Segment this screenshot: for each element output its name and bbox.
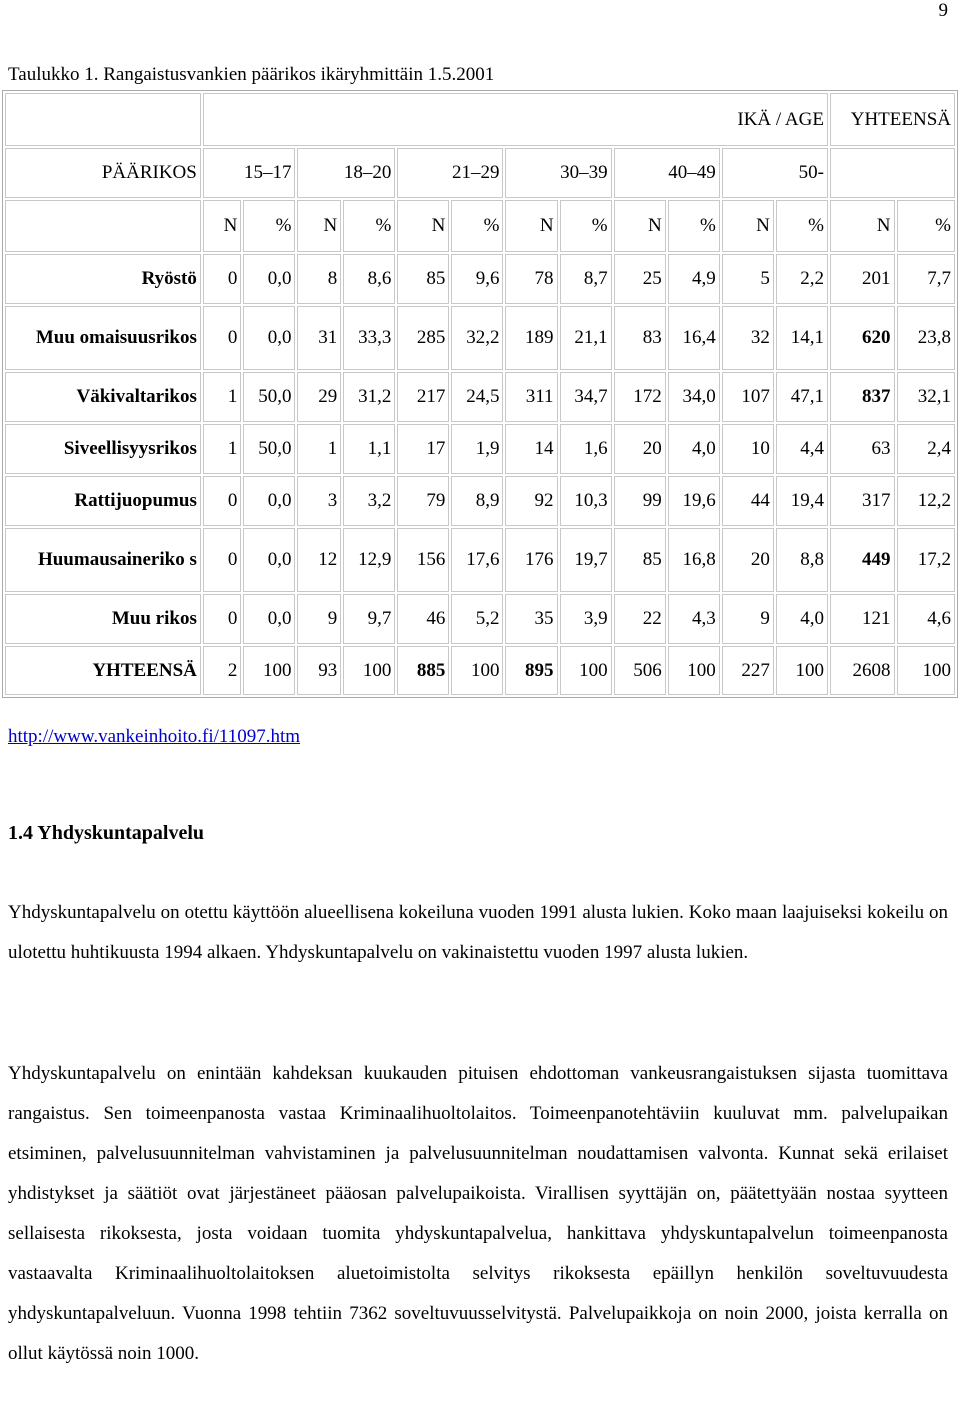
table-cell: 50,0 <box>243 372 295 422</box>
table-cell: 24,5 <box>451 372 503 422</box>
table-cell: 85 <box>614 528 666 592</box>
subheader-cell: % <box>343 200 395 252</box>
table-cell: 8 <box>297 254 341 304</box>
table-cell: 16,8 <box>668 528 720 592</box>
subheader-cell: % <box>668 200 720 252</box>
table-row <box>5 372 955 422</box>
table-cell: 19,4 <box>776 476 828 526</box>
table-cell: 79 <box>397 476 449 526</box>
table-row <box>5 528 955 592</box>
table-cell: 46 <box>397 594 449 644</box>
subheader-cell: N <box>397 200 449 252</box>
header-blank-cell <box>5 93 201 146</box>
table-cell: 0 <box>203 528 242 592</box>
table-cell: 217 <box>397 372 449 422</box>
table-cell: 5 <box>722 254 774 304</box>
subheader-cell: N <box>505 200 557 252</box>
subheader-cell: % <box>776 200 828 252</box>
age-group-header: 40–49 <box>614 148 720 198</box>
table-cell: 17,6 <box>451 528 503 592</box>
table-cell: 506 <box>614 646 666 695</box>
table-cell: 9 <box>297 594 341 644</box>
table-cell: 0,0 <box>243 476 295 526</box>
subheader-cell: % <box>897 200 955 252</box>
table-cell: 1 <box>297 424 341 474</box>
paragraph: Yhdyskuntapalvelu on otettu käyttöön alueellisena kokeiluna vuoden 1991 alusta lukien. Koko maan laajuiseksi kokeilu on ulotettu huhtikuusta 1994 alkaen. Yhdyskuntapalvelu on vakinaistettu vuoden 1997 alusta lukien. <box>8 902 948 963</box>
subheader-cell: N <box>203 200 242 252</box>
table-cell: 63 <box>830 424 895 474</box>
row-label: YHTEENSÄ <box>5 646 201 695</box>
table-cell: 22 <box>614 594 666 644</box>
table-cell: 20 <box>722 528 774 592</box>
table-cell: 47,1 <box>776 372 828 422</box>
table-cell: 78 <box>505 254 557 304</box>
subheader-cell: % <box>560 200 612 252</box>
table-row <box>5 424 955 474</box>
section-heading: 1.4 Yhdyskuntapalvelu <box>8 822 204 844</box>
table-cell: 4,0 <box>668 424 720 474</box>
table-cell: 837 <box>830 372 895 422</box>
table-cell: 19,6 <box>668 476 720 526</box>
table-cell: 9,7 <box>343 594 395 644</box>
table-cell: 2,2 <box>776 254 828 304</box>
table-cell: 0 <box>203 594 242 644</box>
table-cell: 12,2 <box>897 476 955 526</box>
table-cell: 3,2 <box>343 476 395 526</box>
table-cell: 85 <box>397 254 449 304</box>
total-header: YHTEENSÄ <box>830 93 955 146</box>
age-header: IKÄ / AGE <box>203 93 828 146</box>
table-cell: 5,2 <box>451 594 503 644</box>
table-cell: 8,6 <box>343 254 395 304</box>
page-number: 9 <box>938 0 948 21</box>
table-cell: 8,9 <box>451 476 503 526</box>
subheader-cell: N <box>297 200 341 252</box>
age-group-row <box>5 148 955 198</box>
table-cell: 0 <box>203 254 242 304</box>
table-cell: 0,0 <box>243 306 295 370</box>
table-cell: 35 <box>505 594 557 644</box>
table-cell: 0 <box>203 306 242 370</box>
table-row <box>5 476 955 526</box>
table-row <box>5 254 955 304</box>
row-label: Ryöstö <box>5 254 201 304</box>
table-cell: 99 <box>614 476 666 526</box>
row-header: PÄÄRIKOS <box>5 148 201 198</box>
table-cell: 4,3 <box>668 594 720 644</box>
table-cell: 4,4 <box>776 424 828 474</box>
subheader-blank-cell <box>5 200 201 252</box>
table-cell: 83 <box>614 306 666 370</box>
table-cell: 34,0 <box>668 372 720 422</box>
table-cell: 14,1 <box>776 306 828 370</box>
table-cell: 1,9 <box>451 424 503 474</box>
table-cell: 34,7 <box>560 372 612 422</box>
table-cell: 0,0 <box>243 254 295 304</box>
table-cell: 0,0 <box>243 594 295 644</box>
table-cell: 449 <box>830 528 895 592</box>
table-cell: 33,3 <box>343 306 395 370</box>
subheader-cell: N <box>614 200 666 252</box>
table-cell: 29 <box>297 372 341 422</box>
age-header-row <box>5 93 955 146</box>
table-cell: 1,1 <box>343 424 395 474</box>
table-cell: 93 <box>297 646 341 695</box>
paragraph: Yhdyskuntapalvelu on enintään kahdeksan kuukauden pituisen ehdottoman vankeusrangaistuksen sijasta tuomittava rangaistus. Sen toimeenpanosta vastaa Kriminaalihuoltolaitos. Toimeenpanotehtäviin kuuluvat mm. palvelupaikan etsiminen, palvelusuunnitelman vahvistaminen ja palvelusuunnitelman noudattamisen valvonta. Kunnat sekä erilaiset yhdistykset ja säätiöt ovat järjestäneet pääosan palvelupaikoista. Virallisen syyttäjän on, päätettyään nostaa syytteen sellaisesta rikoksesta, josta voidaan tuomita yhdyskuntapalvelua, hankittava yhdyskuntapalvelun toimeenpanosta vastaavalta Kriminaalihuoltolaitoksen aluetoimistolta selvitys rikoksesta epäillyn henkilön soveltuvuudesta yhdyskuntapalveluun. Vuonna 1998 tehtiin 7362 soveltuvuusselvitystä. Palvelupaikkoja on noin 2000, joista kerralla on ollut käytössä noin 1000. <box>8 1063 948 1364</box>
table-cell: 0,0 <box>243 528 295 592</box>
table-cell: 100 <box>343 646 395 695</box>
table-cell: 317 <box>830 476 895 526</box>
table-cell: 1 <box>203 372 242 422</box>
table-cell: 19,7 <box>560 528 612 592</box>
table-cell: 100 <box>776 646 828 695</box>
table-cell: 311 <box>505 372 557 422</box>
table-cell: 4,9 <box>668 254 720 304</box>
table-cell: 2,4 <box>897 424 955 474</box>
table-cell: 2608 <box>830 646 895 695</box>
row-label: Väkivaltarikos <box>5 372 201 422</box>
table-cell: 23,8 <box>897 306 955 370</box>
age-group-header: 18–20 <box>297 148 395 198</box>
table-row <box>5 646 955 695</box>
source-link[interactable]: http://www.vankeinhoito.fi/11097.htm <box>8 726 301 747</box>
table-cell: 16,4 <box>668 306 720 370</box>
table-cell: 227 <box>722 646 774 695</box>
table-cell: 10 <box>722 424 774 474</box>
crime-age-table <box>2 90 958 698</box>
table-cell: 100 <box>668 646 720 695</box>
subheader-cell: % <box>451 200 503 252</box>
table-cell: 100 <box>897 646 955 695</box>
table-cell: 201 <box>830 254 895 304</box>
age-group-header: 21–29 <box>397 148 503 198</box>
table-cell: 189 <box>505 306 557 370</box>
table-cell: 172 <box>614 372 666 422</box>
table-cell: 32,1 <box>897 372 955 422</box>
row-label: Muu rikos <box>5 594 201 644</box>
subheader-row <box>5 200 955 252</box>
table-cell: 32 <box>722 306 774 370</box>
table-cell: 10,3 <box>560 476 612 526</box>
row-label: Muu omaisuusrikos <box>5 306 201 370</box>
table-cell: 3,9 <box>560 594 612 644</box>
table-cell: 3 <box>297 476 341 526</box>
table-cell: 32,2 <box>451 306 503 370</box>
table-cell: 31,2 <box>343 372 395 422</box>
table-cell: 107 <box>722 372 774 422</box>
table-row <box>5 594 955 644</box>
table-cell: 9 <box>722 594 774 644</box>
age-group-header: 50- <box>722 148 828 198</box>
table-cell: 156 <box>397 528 449 592</box>
total-blank-cell <box>830 148 955 198</box>
table-cell: 4,6 <box>897 594 955 644</box>
table-cell: 12 <box>297 528 341 592</box>
table-cell: 885 <box>397 646 449 695</box>
table-cell: 176 <box>505 528 557 592</box>
table-cell: 620 <box>830 306 895 370</box>
table-cell: 8,8 <box>776 528 828 592</box>
table-cell: 8,7 <box>560 254 612 304</box>
table-cell: 20 <box>614 424 666 474</box>
table-cell: 100 <box>243 646 295 695</box>
table-cell: 100 <box>451 646 503 695</box>
table-cell: 14 <box>505 424 557 474</box>
table-cell: 285 <box>397 306 449 370</box>
table-cell: 2 <box>203 646 242 695</box>
table-cell: 9,6 <box>451 254 503 304</box>
table-cell: 100 <box>560 646 612 695</box>
row-label: Siveellisyysrikos <box>5 424 201 474</box>
table-caption: Taulukko 1. Rangaistusvankien päärikos ikäryhmittäin 1.5.2001 <box>8 64 495 85</box>
subheader-cell: N <box>722 200 774 252</box>
table-cell: 1 <box>203 424 242 474</box>
subheader-cell: % <box>243 200 295 252</box>
table-cell: 44 <box>722 476 774 526</box>
subheader-cell: N <box>830 200 895 252</box>
row-label: Huumausaineriko s <box>5 528 201 592</box>
table-row <box>5 306 955 370</box>
table-cell: 92 <box>505 476 557 526</box>
table-cell: 121 <box>830 594 895 644</box>
table-cell: 4,0 <box>776 594 828 644</box>
table-cell: 50,0 <box>243 424 295 474</box>
table-cell: 17 <box>397 424 449 474</box>
age-group-header: 15–17 <box>203 148 296 198</box>
table-cell: 895 <box>505 646 557 695</box>
table-cell: 17,2 <box>897 528 955 592</box>
table-cell: 1,6 <box>560 424 612 474</box>
table-cell: 25 <box>614 254 666 304</box>
age-group-header: 30–39 <box>505 148 611 198</box>
row-label: Rattijuopumus <box>5 476 201 526</box>
table-cell: 0 <box>203 476 242 526</box>
table-cell: 12,9 <box>343 528 395 592</box>
table-cell: 7,7 <box>897 254 955 304</box>
table-cell: 21,1 <box>560 306 612 370</box>
table-cell: 31 <box>297 306 341 370</box>
